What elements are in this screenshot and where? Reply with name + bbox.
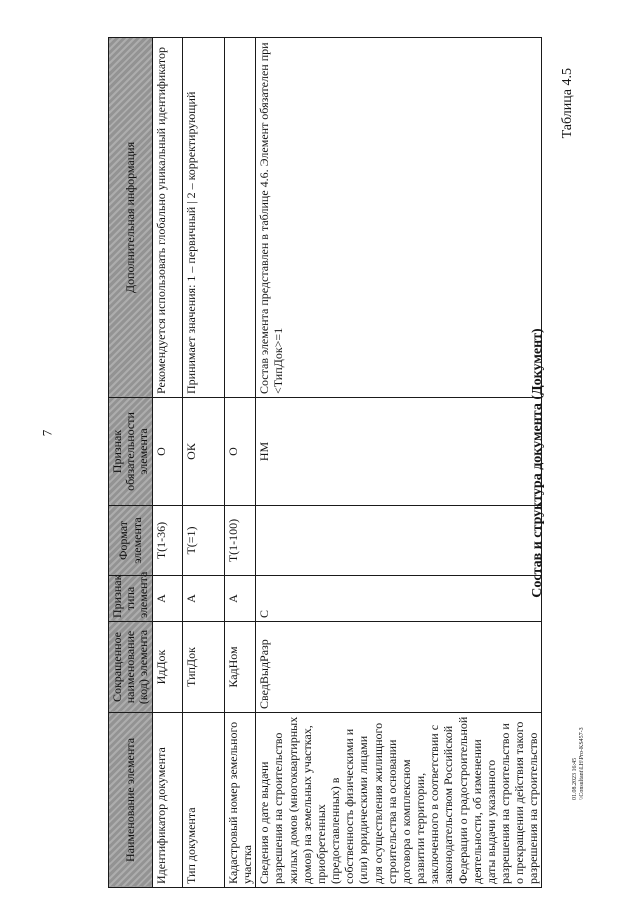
cell-required: НМ xyxy=(256,398,542,506)
cell-type: А xyxy=(153,576,183,622)
cell-code: ИдДок xyxy=(153,622,183,713)
header-code: Сокращенное наименование (код) элемента xyxy=(109,622,153,713)
footnote-line: 01.08.2023 16:45 xyxy=(572,757,578,800)
document-structure-table xyxy=(108,37,542,888)
cell-info: Принимает значения: 1 – первичный | 2 – корректирующий xyxy=(183,38,225,398)
cell-type: А xyxy=(225,576,256,622)
table-label: Таблица 4.5 xyxy=(560,68,575,139)
header-type: Признак типа элемента xyxy=(109,576,153,622)
cell-name: Тип документа xyxy=(183,713,225,888)
page-number: 7 xyxy=(39,429,55,437)
cell-info: Рекомендуется использовать глобально уникальный идентификатор xyxy=(153,38,183,398)
header-format: Формат элемента xyxy=(109,506,153,576)
cell-required: О xyxy=(225,398,256,506)
cell-name: Сведения о дате выдачи разрешения на строительство жилых домов (многоквартирных домов) на земельных участках, приобретенных (предоставленных) в собственность физическими и (или) юридическими лицами для осуществления жилищного строительства на основании договора о комплексном развитии территории, заключенного в соответствии с законодательством Российской Федерации о градостроительной деятельности, об изменении даты выдачи указанного разрешения на строительство и о прекращении действия такого разрешения на строительство xyxy=(256,713,542,888)
rotated-page-content xyxy=(108,38,628,888)
cell-name: Кадастровый номер земельного участка xyxy=(225,713,256,888)
cell-name: Идентификатор документа xyxy=(153,713,183,888)
table-header-row xyxy=(109,38,153,888)
cell-format: T(1-100) xyxy=(225,506,256,576)
cell-required: О xyxy=(153,398,183,506)
cell-code: КадНом xyxy=(225,622,256,713)
cell-format: T(1-36) xyxy=(153,506,183,576)
cell-required: ОК xyxy=(183,398,225,506)
cell-code: ТипДок xyxy=(183,622,225,713)
footnote xyxy=(572,660,586,800)
cell-info xyxy=(225,38,256,398)
header-name: Наименование элемента xyxy=(109,713,153,888)
table-row xyxy=(225,38,256,888)
footnote-line: \\Consultant\LH\Pro-KS457-3 xyxy=(578,727,585,800)
cell-info: Состав элемента представлен в таблице 4.6. Элемент обязателен при <ТипДок>=1 xyxy=(256,38,542,398)
cell-type: С xyxy=(256,576,542,622)
cell-code: СведВыдРазр xyxy=(256,622,542,713)
table-row xyxy=(256,38,542,888)
header-info: Дополнительная информация xyxy=(109,38,153,398)
cell-type: А xyxy=(183,576,225,622)
cell-format xyxy=(256,506,542,576)
cell-format: T(=1) xyxy=(183,506,225,576)
table-row xyxy=(183,38,225,888)
header-required: Признак обязательности элемента xyxy=(109,398,153,506)
table-title: Состав и структура документа (Документ) xyxy=(530,328,545,598)
table-row xyxy=(153,38,183,888)
